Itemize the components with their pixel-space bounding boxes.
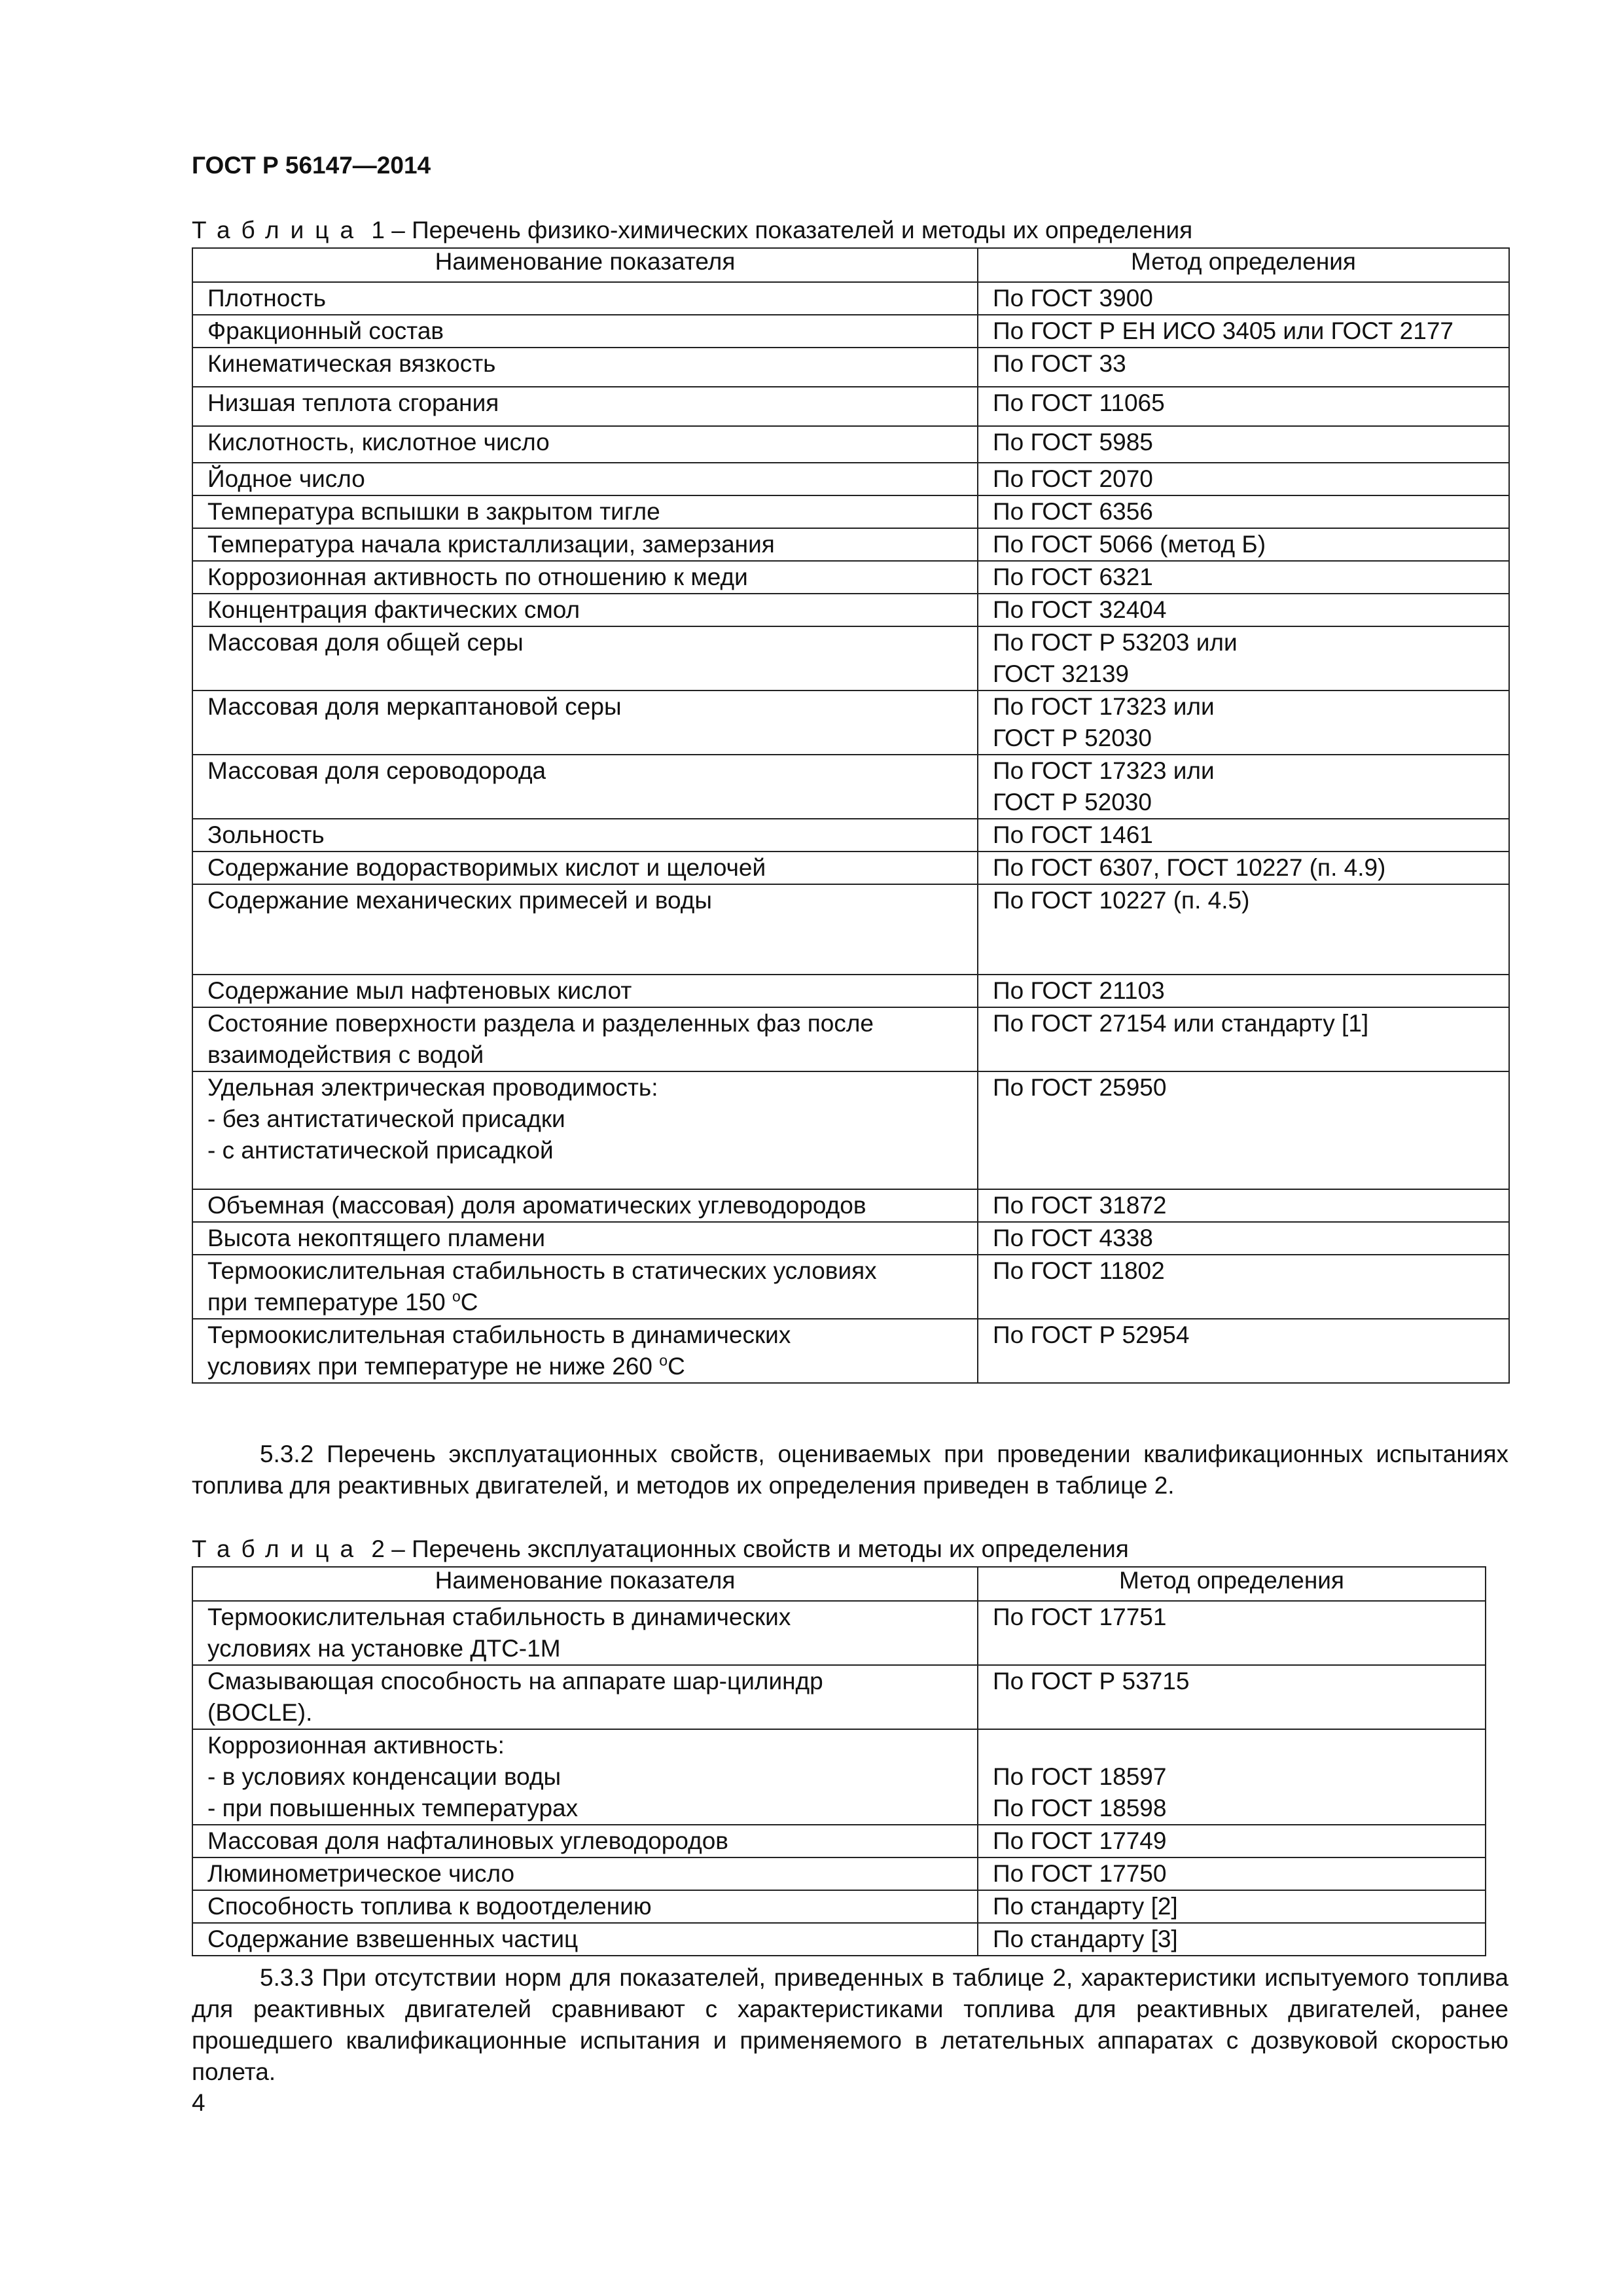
method-cell: По ГОСТ 1461 [978,819,1509,852]
document-header: ГОСТ Р 56147—2014 [192,152,431,179]
table1-caption [192,216,1192,245]
indicator-name: Коррозионная активность: - в условиях конденсации воды - при повышенных температурах [192,1729,978,1825]
table-row [192,282,1509,315]
indicator-name: Зольность [192,819,978,852]
method-cell: По ГОСТ 27154 или стандарту [1] [978,1007,1509,1071]
indicator-name: Содержание водорастворимых кислот и щелочей [192,852,978,884]
table-row [192,1890,1486,1923]
method-cell: По ГОСТ 11802 [978,1255,1509,1319]
table-row [192,1222,1509,1255]
table-1 [192,247,1510,1384]
column-header-method: Метод определения [978,248,1509,282]
method-cell: По ГОСТ 17323 или ГОСТ Р 52030 [978,755,1509,819]
table-row [192,691,1509,755]
table-row [192,1601,1486,1665]
method-cell: По ГОСТ 6321 [978,561,1509,594]
table-row [192,495,1509,528]
method-cell: По ГОСТ Р 53715 [978,1665,1486,1729]
method-cell: По стандарту [2] [978,1890,1486,1923]
indicator-name: Удельная электрическая проводимость: - без антистатической присадки - с антистатической присадкой [192,1071,978,1189]
table-row [192,387,1509,426]
page-number: 4 [192,2089,205,2116]
table-row [192,755,1509,819]
method-cell: По ГОСТ Р 53203 или ГОСТ 32139 [978,626,1509,691]
method-cell: По ГОСТ 18597 По ГОСТ 18598 [978,1729,1486,1825]
table2-caption-word: Таблица [192,1535,365,1562]
table-row [192,1189,1509,1222]
table-row [192,1825,1486,1857]
indicator-name: Температура начала кристаллизации, замерзания [192,528,978,561]
indicator-name: Люминометрическое число [192,1857,978,1890]
table-row [192,884,1509,975]
indicator-name: Фракционный состав [192,315,978,348]
method-cell: По ГОСТ 5985 [978,426,1509,463]
indicator-name: Содержание взвешенных частиц [192,1923,978,1956]
method-cell: По ГОСТ 17750 [978,1857,1486,1890]
method-cell: По ГОСТ 17749 [978,1825,1486,1857]
method-cell: По ГОСТ 4338 [978,1222,1509,1255]
table-row [192,561,1509,594]
table-row [192,1923,1486,1956]
indicator-name: Способность топлива к водоотделению [192,1890,978,1923]
table-row [192,1255,1509,1319]
table2-caption [192,1535,1129,1564]
method-cell: По ГОСТ Р ЕН ИСО 3405 или ГОСТ 2177 [978,315,1509,348]
table-row [192,1007,1509,1071]
indicator-name: Состояние поверхности раздела и разделенных фаз после взаимодействия с водой [192,1007,978,1071]
indicator-name: Массовая доля общей серы [192,626,978,691]
method-cell: По стандарту [3] [978,1923,1486,1956]
table-row [192,626,1509,691]
indicator-name: Содержание механических примесей и воды [192,884,978,975]
indicator-name: Высота некоптящего пламени [192,1222,978,1255]
indicator-name: Низшая теплота сгорания [192,387,978,426]
method-cell: По ГОСТ 2070 [978,463,1509,495]
method-cell: По ГОСТ 3900 [978,282,1509,315]
method-cell: По ГОСТ 17751 [978,1601,1486,1665]
table-header-row [192,1567,1486,1601]
method-cell: По ГОСТ 31872 [978,1189,1509,1222]
indicator-name: Кислотность, кислотное число [192,426,978,463]
paragraph-5-3-3: 5.3.3 При отсутствии норм для показателей, приведенных в таблице 2, характеристики испытуемого топлива для реактивных двигателей сравнивают с характеристиками топлива для реактивных двигателей, ранее прошедшего квалификационные испытания и применяемого в летательных аппаратах с дозвуковой скоростью полета. [192,1964,1508,2085]
paragraph-5-3-2: 5.3.2 Перечень эксплуатационных свойств, оцениваемых при проведении квалификационных испытаниях топлива для реактивных двигателей, и методов их определения приведен в таблице 2. [192,1441,1508,1499]
indicator-name: Концентрация фактических смол [192,594,978,626]
table-row [192,348,1509,387]
table1-caption-word: Таблица [192,217,365,243]
table-row [192,1857,1486,1890]
table-header-row [192,248,1509,282]
indicator-name: Массовая доля сероводорода [192,755,978,819]
indicator-name: Кинематическая вязкость [192,348,978,387]
indicator-name: Массовая доля меркаптановой серы [192,691,978,755]
indicator-name: Содержание мыл нафтеновых кислот [192,975,978,1007]
indicator-name: Плотность [192,282,978,315]
table-row [192,594,1509,626]
method-cell: По ГОСТ 33 [978,348,1509,387]
indicator-name: Смазывающая способность на аппарате шар-цилиндр (BOCLE). [192,1665,978,1729]
table-2 [192,1566,1486,1956]
method-cell: По ГОСТ Р 52954 [978,1319,1509,1383]
table-row [192,1319,1509,1383]
table-row [192,426,1509,463]
table-row [192,463,1509,495]
table-row [192,819,1509,852]
table-row [192,528,1509,561]
method-cell: По ГОСТ 10227 (п. 4.5) [978,884,1509,975]
indicator-name: Йодное число [192,463,978,495]
indicator-name: Термоокислительная стабильность в статических условиях при температуре 150 $^o$С [192,1255,978,1319]
method-cell: По ГОСТ 6356 [978,495,1509,528]
method-cell: По ГОСТ 21103 [978,975,1509,1007]
table-row [192,315,1509,348]
table1-caption-number: 1 [371,217,385,243]
table-row [192,1729,1486,1825]
method-cell: По ГОСТ 5066 (метод Б) [978,528,1509,561]
table-row [192,1665,1486,1729]
indicator-name: Объемная (массовая) доля ароматических углеводородов [192,1189,978,1222]
column-header-method: Метод определения [978,1567,1486,1601]
indicator-name: Коррозионная активность по отношению к меди [192,561,978,594]
column-header-name: Наименование показателя [192,248,978,282]
indicator-name: Температура вспышки в закрытом тигле [192,495,978,528]
method-cell: По ГОСТ 6307, ГОСТ 10227 (п. 4.9) [978,852,1509,884]
method-cell: По ГОСТ 32404 [978,594,1509,626]
table2-caption-text: – Перечень эксплуатационных свойств и методы их определения [391,1535,1129,1562]
method-cell: По ГОСТ 17323 или ГОСТ Р 52030 [978,691,1509,755]
indicator-name: Термоокислительная стабильность в динамических условиях при температуре не ниже 260 $^o$С [192,1319,978,1383]
indicator-name: Массовая доля нафталиновых углеводородов [192,1825,978,1857]
table-row [192,1071,1509,1189]
indicator-name: Термоокислительная стабильность в динамических условиях на установке ДТС-1М [192,1601,978,1665]
table-row [192,975,1509,1007]
method-cell: По ГОСТ 25950 [978,1071,1509,1189]
table-row [192,852,1509,884]
table2-caption-number: 2 [371,1535,385,1562]
method-cell: По ГОСТ 11065 [978,387,1509,426]
column-header-name: Наименование показателя [192,1567,978,1601]
table1-caption-text: – Перечень физико-химических показателей и методы их определения [391,217,1193,243]
